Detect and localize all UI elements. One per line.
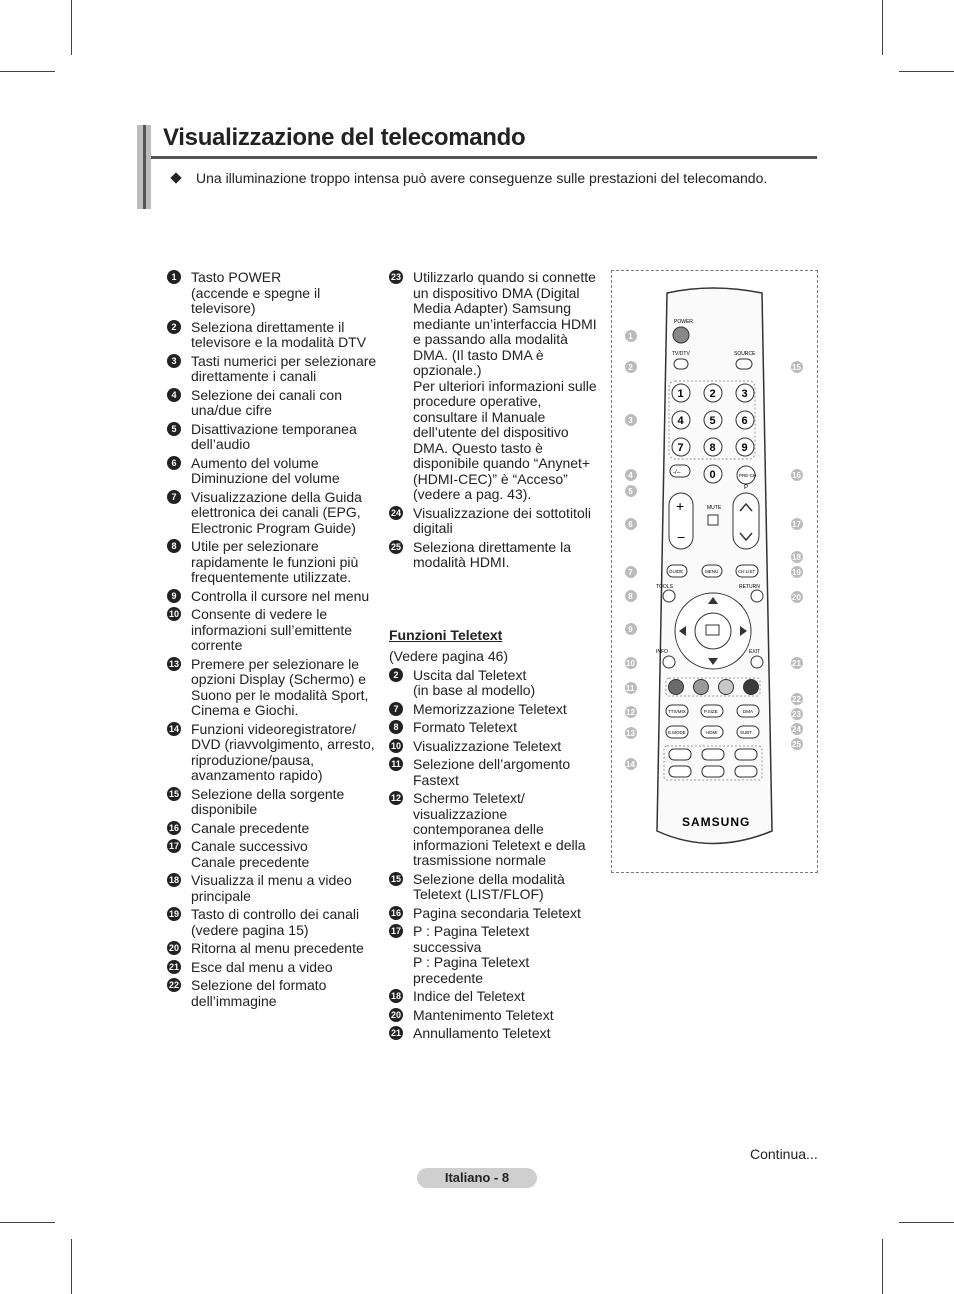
item-text: Utilizzarlo quando si connette un dispositivo DMA (Digital Media Adapter) Samsung mediante un’interfaccia HDMI e passando alla modalità DMA. (Il tasto DMA è opzionale.) bbox=[413, 269, 597, 378]
item-text: Canale precedente bbox=[191, 853, 310, 870]
play-pause-button bbox=[702, 749, 724, 760]
item-number-badge: 17 bbox=[168, 841, 179, 851]
item-text: Consente di vedere le informazioni sull’emittente corrente bbox=[191, 606, 353, 653]
crop-mark bbox=[0, 71, 55, 72]
item-number-badge: 18 bbox=[390, 991, 401, 1001]
item-text: Pagina secondaria Teletext bbox=[413, 904, 581, 921]
mute-button bbox=[708, 515, 718, 525]
remote-illustration-frame bbox=[611, 270, 818, 873]
item-number-badge: 10 bbox=[168, 609, 179, 619]
item-text: Utile per selezionare rapidamente le funzioni più frequentemente utilizzate. bbox=[191, 538, 359, 585]
dma-label: DMA bbox=[743, 709, 753, 714]
item-text: Selezione dell’argomento Fastext bbox=[413, 756, 571, 788]
item-number-badge: 22 bbox=[168, 980, 179, 990]
list-item bbox=[167, 422, 377, 453]
item-number-badge: 23 bbox=[390, 272, 401, 282]
item-number-badge: 7 bbox=[389, 702, 403, 716]
list-item bbox=[389, 1008, 599, 1024]
item-number-badge: 17 bbox=[390, 926, 401, 936]
item-text: Selezione della sorgente disponibile bbox=[191, 785, 345, 817]
item-text: Seleziona direttamente la modalità HDMI. bbox=[413, 538, 571, 570]
tvdtv-label: TV/DTV bbox=[672, 351, 690, 357]
item-number-badge: 7 bbox=[167, 490, 181, 504]
list-item bbox=[167, 270, 377, 317]
callout-number: 5 bbox=[628, 487, 633, 496]
item-text: (in base al modello) bbox=[413, 682, 536, 698]
list-item bbox=[167, 722, 377, 784]
item-number-badge: 14 bbox=[168, 723, 179, 734]
callout-number: 3 bbox=[628, 416, 633, 425]
note bbox=[172, 170, 767, 186]
item-number-badge: 18 bbox=[168, 875, 179, 885]
return-button bbox=[751, 590, 763, 602]
list-item bbox=[389, 872, 599, 903]
list-item bbox=[167, 388, 377, 419]
item-text: Memorizzazione Teletext bbox=[413, 700, 567, 717]
record-button bbox=[669, 766, 691, 777]
list-item bbox=[167, 607, 377, 654]
crop-mark bbox=[71, 1239, 72, 1294]
item-text: Per ulteriori informazioni sulle procedure operative, consultare il Manuale dell’utente del dispositivo DMA. Questo tasto è disponibile quando “Anynet+ (HDMI-CEC)” è “Acceso” (vedere a pag. 43). bbox=[413, 377, 597, 502]
teletext-subtitle: (Vedere pagina 46) bbox=[389, 648, 509, 664]
item-text: Esce dal menu a video bbox=[191, 958, 333, 975]
item-number-badge: 4 bbox=[167, 388, 181, 402]
volume-down-icon: − bbox=[677, 529, 686, 545]
item-number-badge: 21 bbox=[168, 961, 179, 972]
item-number-badge: 5 bbox=[167, 422, 181, 436]
list-item bbox=[167, 589, 377, 605]
channel-p-label: P bbox=[744, 485, 749, 491]
dash-label: -/-- bbox=[673, 470, 681, 476]
list-item bbox=[167, 978, 377, 1009]
list-item bbox=[389, 506, 599, 537]
info-label: INFO bbox=[656, 649, 668, 655]
item-number-badge: 2 bbox=[389, 668, 403, 682]
digit-4-label: 4 bbox=[677, 415, 684, 427]
callout-number: 20 bbox=[792, 593, 801, 602]
digit-6-label: 6 bbox=[741, 415, 748, 427]
teletext-title: Funzioni Teletext bbox=[389, 626, 503, 643]
guide-label: GUIDE bbox=[669, 569, 684, 574]
fastext-button bbox=[719, 680, 734, 695]
digit-0-label: 0 bbox=[709, 469, 716, 481]
stop-button bbox=[735, 766, 757, 777]
list-item bbox=[167, 539, 377, 586]
list-item bbox=[167, 941, 377, 957]
item-text: Seleziona direttamente il televisore e la modalità DTV bbox=[191, 318, 367, 350]
item-text: P : Pagina Teletext successiva bbox=[413, 923, 530, 955]
callout-number: 6 bbox=[628, 520, 633, 529]
fastext-button bbox=[744, 680, 759, 695]
callout-number: 1 bbox=[628, 332, 633, 341]
item-text: Tasto di controllo dei canali (vedere pagina 15) bbox=[191, 906, 360, 938]
callout-number: 23 bbox=[792, 710, 801, 719]
exit-button bbox=[751, 656, 763, 668]
item-text: Canale precedente bbox=[191, 819, 310, 836]
page-title: Visualizzazione del telecomando bbox=[163, 124, 526, 151]
enter-button bbox=[695, 613, 731, 649]
item-number-badge: 16 bbox=[168, 822, 179, 833]
list-item bbox=[167, 873, 377, 904]
crop-mark bbox=[899, 71, 954, 72]
list-item bbox=[389, 906, 599, 922]
e-mode-label: E.MODE bbox=[668, 730, 686, 735]
list-item bbox=[167, 354, 377, 385]
callout-number: 11 bbox=[626, 684, 635, 693]
p-size-label: P.SIZE bbox=[704, 709, 718, 714]
item-text: Visualizzazione dei sottotitoli digitali bbox=[413, 504, 591, 536]
item-text: Disattivazione temporanea dell’audio bbox=[191, 420, 357, 452]
item-number-badge: 24 bbox=[390, 507, 401, 518]
list-item bbox=[389, 924, 599, 986]
menu-label: MENU bbox=[705, 569, 719, 574]
item-text: Selezione dei canali con una/due cifre bbox=[191, 386, 342, 418]
remote-control-illustration bbox=[612, 271, 817, 872]
samsung-logo: SAMSUNG bbox=[682, 815, 751, 829]
volume-up-icon: + bbox=[676, 498, 685, 514]
item-text: Uscita dal Teletext bbox=[413, 666, 527, 683]
item-number-badge: 20 bbox=[168, 943, 179, 953]
note-text: Una illuminazione troppo intensa può avere conseguenze sulle prestazioni del telecomando. bbox=[196, 170, 768, 186]
list-item bbox=[389, 989, 599, 1005]
left-column bbox=[167, 270, 377, 1012]
subt-label: SUBT. bbox=[740, 730, 753, 735]
item-text: Premere per selezionare le opzioni Display (Schermo) e Suono per le modalità Sport, Cinema e Giochi. bbox=[191, 655, 369, 718]
source-button bbox=[736, 359, 752, 369]
dma-list bbox=[389, 270, 599, 571]
item-number-badge: 10 bbox=[390, 740, 401, 751]
callout-number: 21 bbox=[792, 659, 801, 668]
list-item bbox=[389, 540, 599, 571]
callout-number: 24 bbox=[792, 725, 801, 734]
item-text: Visualizzazione della Guida elettronica dei canali (EPG, Electronic Program Guide) bbox=[191, 488, 362, 536]
item-text: Annullamento Teletext bbox=[413, 1025, 551, 1041]
callout-number: 16 bbox=[792, 471, 801, 480]
list-item bbox=[167, 907, 377, 938]
item-text: Visualizzazione Teletext bbox=[413, 737, 562, 754]
item-text: Schermo Teletext/ visualizzazione contemporanea delle informazioni Teletext e della trasmissione normale bbox=[413, 790, 586, 868]
callout-number: 14 bbox=[626, 760, 635, 769]
item-text: Visualizza il menu a video principale bbox=[191, 872, 352, 904]
list-item bbox=[389, 270, 599, 503]
list-item bbox=[167, 787, 377, 818]
item-number-badge: 21 bbox=[390, 1028, 401, 1038]
item-text: Mantenimento Teletext bbox=[413, 1006, 554, 1023]
continue-label: Continua... bbox=[750, 1146, 818, 1162]
info-button bbox=[663, 656, 675, 668]
item-text: (accende e spegne il televisore) bbox=[191, 284, 321, 316]
item-number-badge: 20 bbox=[390, 1009, 401, 1020]
crop-mark bbox=[882, 0, 883, 55]
callout-number: 7 bbox=[628, 568, 633, 577]
callout-number: 17 bbox=[792, 520, 801, 529]
title-accent-line bbox=[143, 125, 146, 209]
tools-button bbox=[663, 590, 675, 602]
ttx-mix-label: TTX/MIX bbox=[668, 709, 686, 714]
item-text: Indice del Teletext bbox=[413, 988, 525, 1004]
list-item bbox=[167, 821, 377, 837]
list-item bbox=[389, 791, 599, 869]
diamond-bullet-icon bbox=[170, 172, 181, 183]
item-text: Funzioni videoregistratore/ DVD (riavvolgimento, arresto, riproduzione/pausa, avanzamento rapido) bbox=[191, 720, 375, 783]
item-number-badge: 6 bbox=[167, 456, 181, 470]
item-text: Controlla il cursore nel menu bbox=[191, 587, 370, 604]
page-footer: Italiano - 8 bbox=[417, 1168, 537, 1188]
list-item bbox=[389, 668, 599, 699]
list-item bbox=[389, 739, 599, 755]
return-label: RETURN bbox=[739, 584, 760, 590]
play-button bbox=[702, 766, 724, 777]
item-text: Diminuzione del volume bbox=[191, 470, 340, 486]
crop-mark bbox=[0, 1222, 55, 1223]
list-item bbox=[389, 757, 599, 788]
item-number-badge: 15 bbox=[390, 873, 401, 884]
callout-number: 13 bbox=[626, 729, 635, 738]
callout-number: 22 bbox=[792, 695, 801, 704]
power-label: POWER bbox=[674, 319, 693, 325]
item-number-badge: 19 bbox=[168, 909, 179, 919]
list-item bbox=[389, 702, 599, 718]
callout-number: 18 bbox=[792, 553, 801, 562]
tools-label: TOOLS bbox=[656, 584, 673, 590]
fast-forward-button bbox=[735, 749, 757, 760]
item-text: Canale successivo bbox=[191, 838, 308, 854]
list-item bbox=[167, 839, 377, 870]
crop-mark bbox=[899, 1222, 954, 1223]
item-number-badge: 2 bbox=[167, 320, 181, 334]
callout-number: 10 bbox=[626, 659, 635, 668]
rewind-button bbox=[669, 749, 691, 760]
list-item bbox=[167, 657, 377, 719]
digit-9-label: 9 bbox=[741, 442, 748, 454]
digit-7-label: 7 bbox=[677, 442, 684, 454]
digit-1-label: 1 bbox=[677, 388, 684, 400]
callout-number: 19 bbox=[792, 568, 801, 577]
tvdtv-button bbox=[674, 359, 688, 369]
list-item bbox=[167, 320, 377, 351]
hdmi-label: HDMI bbox=[706, 730, 718, 735]
mute-label: MUTE bbox=[707, 505, 722, 511]
item-number-badge: 3 bbox=[167, 354, 181, 368]
item-number-badge: 11 bbox=[389, 757, 403, 771]
callout-number: 9 bbox=[628, 625, 633, 634]
exit-label: EXIT bbox=[749, 649, 761, 655]
item-text: Tasti numerici per selezionare direttamente i canali bbox=[191, 352, 377, 384]
item-number-badge: 8 bbox=[389, 720, 403, 734]
list-item bbox=[389, 720, 599, 736]
digit-8-label: 8 bbox=[709, 442, 716, 454]
pre-ch-label: PRE-CH bbox=[739, 473, 757, 478]
title-rule bbox=[151, 156, 817, 159]
item-number-badge: 1 bbox=[167, 270, 181, 284]
list-item bbox=[167, 960, 377, 976]
ch-list-label: CH LIST bbox=[738, 569, 756, 574]
callout-number: 15 bbox=[792, 363, 801, 372]
list-item bbox=[389, 1026, 599, 1042]
teletext-list bbox=[389, 668, 599, 1042]
item-number-badge: 15 bbox=[168, 788, 179, 799]
item-text: Aumento del volume bbox=[191, 454, 319, 471]
item-number-badge: 16 bbox=[390, 907, 401, 918]
callout-number: 25 bbox=[792, 740, 801, 749]
fastext-button bbox=[669, 680, 684, 695]
item-text: Selezione del formato dell’immagine bbox=[191, 977, 327, 1009]
digit-5-label: 5 bbox=[709, 415, 716, 427]
item-number-badge: 8 bbox=[167, 539, 181, 553]
digit-3-label: 3 bbox=[741, 388, 748, 400]
digit-2-label: 2 bbox=[709, 388, 716, 400]
source-label: SOURCE bbox=[734, 351, 756, 357]
item-text: Selezione della modalità Teletext (LIST/FLOF) bbox=[413, 870, 565, 902]
callout-number: 12 bbox=[626, 708, 635, 717]
callout-number: 4 bbox=[628, 471, 633, 480]
item-number-badge: 9 bbox=[167, 589, 181, 603]
fastext-button bbox=[694, 680, 709, 695]
list-item bbox=[167, 490, 377, 537]
crop-mark bbox=[882, 1239, 883, 1294]
item-text: Formato Teletext bbox=[413, 719, 518, 735]
crop-mark bbox=[71, 0, 72, 55]
callout-number: 8 bbox=[628, 592, 633, 601]
list-item bbox=[167, 456, 377, 487]
item-text: Tasto POWER bbox=[191, 269, 282, 285]
item-number-badge: 12 bbox=[390, 793, 401, 803]
middle-column bbox=[389, 270, 599, 1045]
item-text: Ritorna al menu precedente bbox=[191, 940, 364, 956]
item-text: P : Pagina Teletext precedente bbox=[413, 954, 530, 986]
power-button bbox=[673, 327, 689, 343]
item-number-badge: 25 bbox=[390, 541, 401, 552]
callout-number: 2 bbox=[628, 363, 633, 372]
item-number-badge: 13 bbox=[168, 658, 179, 669]
